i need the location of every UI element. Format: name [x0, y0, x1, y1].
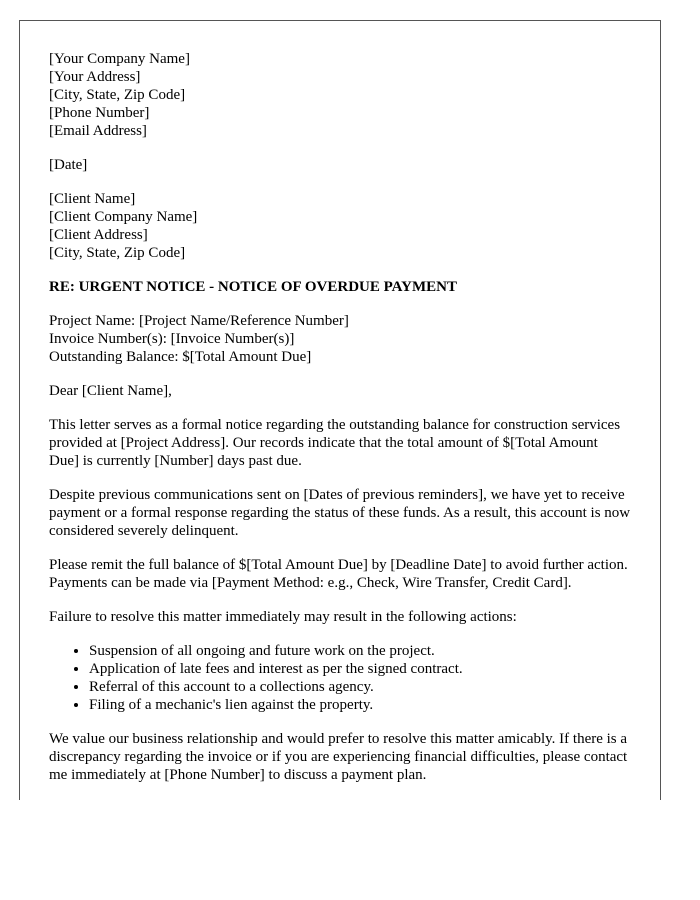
paragraph-remit-payment: Please remit the full balance of $[Total Amount Due] by [Deadline Date] to avoid further action. Payments can be made via [Payment Method: e.g., Check, Wire Transfer, Credit Card].	[49, 557, 628, 591]
list-item: • Suspension of all ongoing and future work on the project.	[89, 642, 631, 660]
salutation: Dear [Client Name],	[49, 383, 172, 399]
date-block	[49, 156, 631, 174]
actions-list	[49, 642, 631, 714]
recipient-city-state-zip: [City, State, Zip Code]	[49, 245, 186, 261]
reference-block	[49, 312, 631, 366]
subject-line: RE: URGENT NOTICE - NOTICE OF OVERDUE PAYMENT	[49, 279, 457, 295]
recipient-company-name: [Client Company Name]	[49, 209, 198, 225]
project-name-line: Project Name: [Project Name/Reference Number]	[49, 313, 349, 329]
letter-date: [Date]	[49, 157, 88, 173]
recipient-address-block	[49, 190, 631, 262]
sender-address-block	[49, 50, 631, 140]
sender-address: [Your Address]	[49, 69, 141, 85]
list-item: • Referral of this account to a collections agency.	[89, 678, 631, 696]
list-item: • Filing of a mechanic's lien against the property.	[89, 696, 631, 714]
paragraph-previous-communications: Despite previous communications sent on [Dates of previous reminders], we have yet to receive payment or a formal response regarding the status of these funds. As a result, this account is now considered severely delinquent.	[49, 487, 631, 539]
sender-phone: [Phone Number]	[49, 105, 150, 121]
list-item: • Application of late fees and interest as per the signed contract.	[89, 660, 631, 678]
recipient-address: [Client Address]	[49, 227, 148, 243]
sender-company-name: [Your Company Name]	[49, 51, 190, 67]
letter-page	[19, 20, 661, 800]
outstanding-balance-line: Outstanding Balance: $[Total Amount Due]	[49, 349, 312, 365]
paragraph-notice: This letter serves as a formal notice regarding the outstanding balance for construction services provided at [Project Address]. Our records indicate that the total amount of $[Total Amount Due] is currently [Number] days past due.	[49, 417, 621, 469]
recipient-name: [Client Name]	[49, 191, 136, 207]
sender-city-state-zip: [City, State, Zip Code]	[49, 87, 186, 103]
paragraph-failure-consequences: Failure to resolve this matter immediately may result in the following actions:	[49, 609, 517, 625]
sender-email: [Email Address]	[49, 123, 147, 139]
paragraph-closing: We value our business relationship and would prefer to resolve this matter amicably. If there is a discrepancy regarding the invoice or if you are experiencing financial difficulties, please contact me immediately at [Phone Number] to discuss a payment plan.	[49, 731, 628, 783]
invoice-numbers-line: Invoice Number(s): [Invoice Number(s)]	[49, 331, 295, 347]
